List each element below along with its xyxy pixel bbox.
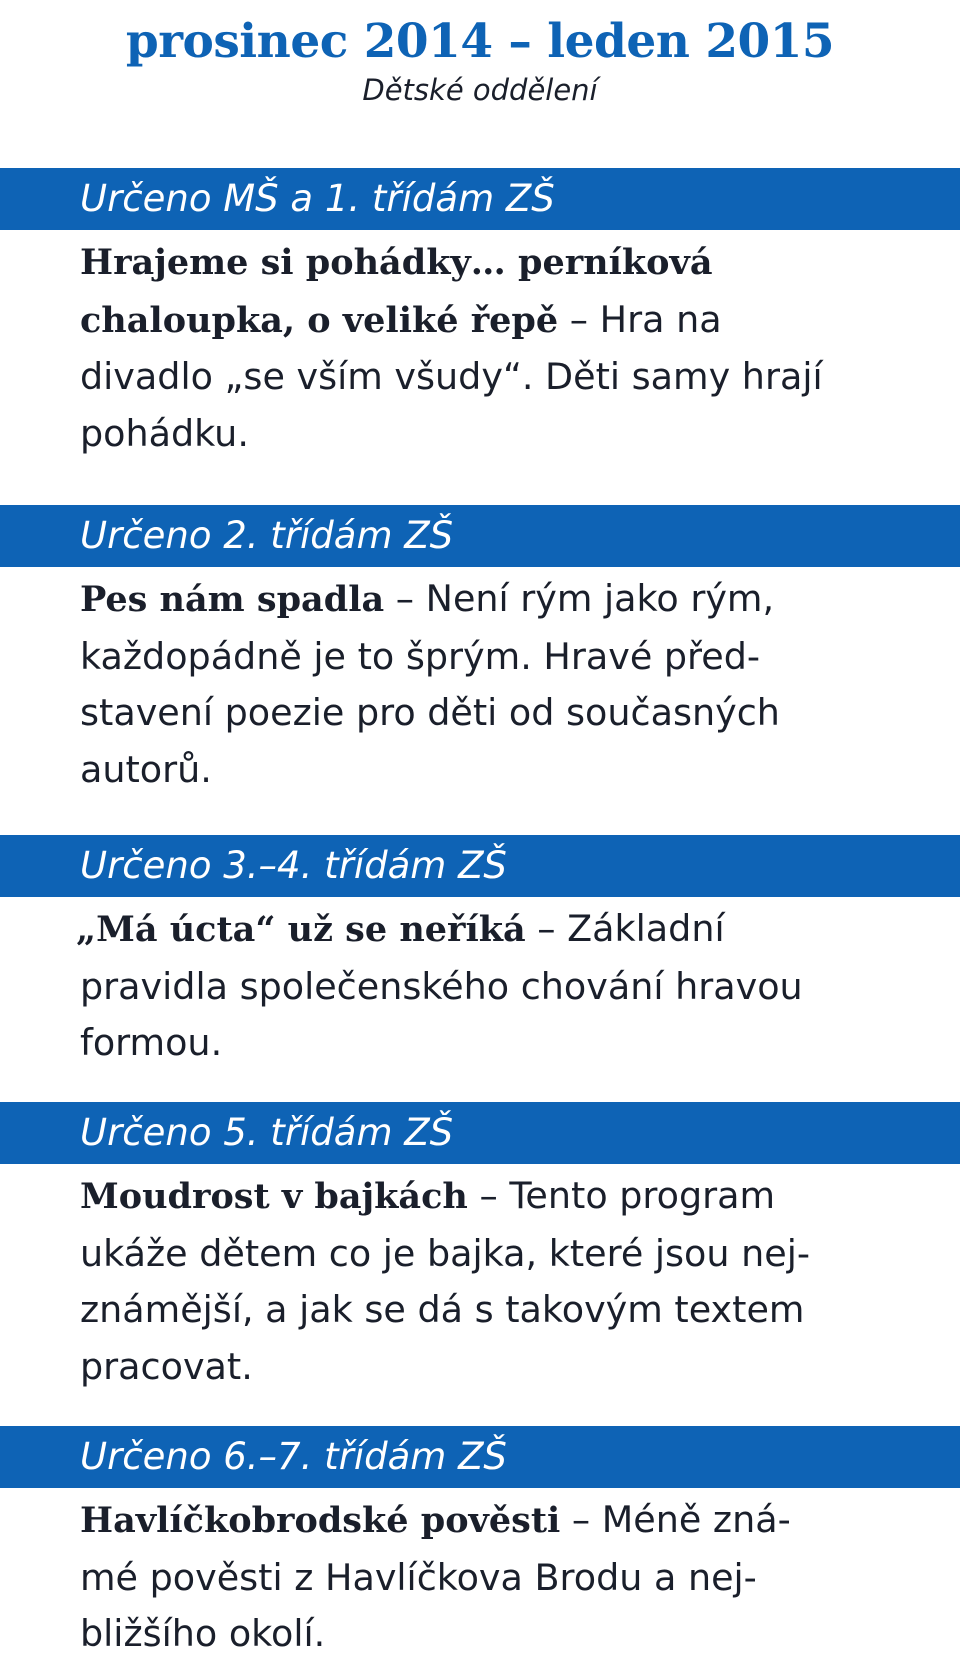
audience-band: Určeno 2. třídám ZŠ [0, 505, 960, 567]
description-text: – Méně zná- [560, 1498, 791, 1541]
program-section [0, 168, 960, 462]
program-description [0, 230, 960, 462]
description-line [80, 1168, 920, 1226]
description-line [80, 1015, 920, 1072]
description-line [80, 1550, 920, 1607]
description-line [80, 1226, 920, 1283]
description-line [76, 901, 920, 959]
program-title: chaloupka, o veliké řepě [80, 299, 559, 341]
description-text: autorů. [80, 747, 212, 791]
description-line [80, 685, 920, 742]
description-line [80, 1339, 920, 1396]
description-text: každopádně je to šprým. Hravé před- [80, 634, 761, 678]
audience-band: Určeno MŠ a 1. třídám ZŠ [0, 168, 960, 230]
description-text: – Základní [525, 907, 725, 950]
audience-band: Určeno 3.–4. třídám ZŠ [0, 835, 960, 897]
page-header [0, 0, 960, 168]
program-description [0, 897, 960, 1072]
description-text: ukáže dětem co je bajka, které jsou nej- [80, 1231, 810, 1275]
program-title: Moudrost v bajkách [80, 1176, 468, 1217]
description-line [80, 571, 920, 629]
description-line [80, 1492, 920, 1550]
description-line [80, 1282, 920, 1339]
description-text: – Není rým jako rým, [384, 577, 775, 620]
description-line [80, 742, 920, 799]
page-title: prosinec 2014 – leden 2015 [125, 14, 835, 69]
description-line [80, 959, 920, 1016]
program-section [0, 835, 960, 1072]
program-title: Pes nám spadla [80, 579, 385, 620]
description-text: mé pověsti z Havlíčkova Brodu a nej- [80, 1555, 757, 1599]
audience-band: Určeno 5. třídám ZŠ [0, 1102, 960, 1164]
description-line [80, 1606, 920, 1663]
program-description [0, 1488, 960, 1663]
description-text: známější, a jak se dá s takovým textem [80, 1288, 805, 1331]
description-text: – Tento program [467, 1174, 776, 1217]
description-line [80, 349, 920, 406]
page-subtitle: Dětské oddělení [362, 73, 598, 107]
program-section [0, 1426, 960, 1663]
program-title: „Má úcta“ už se neříká [76, 909, 526, 950]
description-text: stavení poezie pro děti od současných [80, 691, 780, 734]
program-title: Havlíčkobrodské pověsti [80, 1500, 561, 1541]
description-text: formou. [80, 1021, 223, 1064]
program-section [0, 505, 960, 798]
description-line [80, 292, 920, 350]
description-text: pracovat. [80, 1344, 253, 1388]
program-description [0, 567, 960, 798]
description-text: divadlo „se vším všudy“. Děti samy hrají [80, 355, 823, 398]
program-section [0, 1102, 960, 1395]
audience-band: Určeno 6.–7. třídám ZŠ [0, 1426, 960, 1488]
program-title: Hrajeme si pohádky… perníková [80, 242, 713, 283]
description-line [80, 406, 920, 463]
program-description [0, 1164, 960, 1395]
description-text: – Hra na [558, 297, 722, 341]
description-text: pravidla společenského chování hravou [80, 964, 803, 1008]
description-text: pohádku. [80, 411, 249, 455]
description-text: bližšího okolí. [80, 1612, 326, 1655]
description-line [80, 234, 920, 292]
description-line [80, 629, 920, 686]
